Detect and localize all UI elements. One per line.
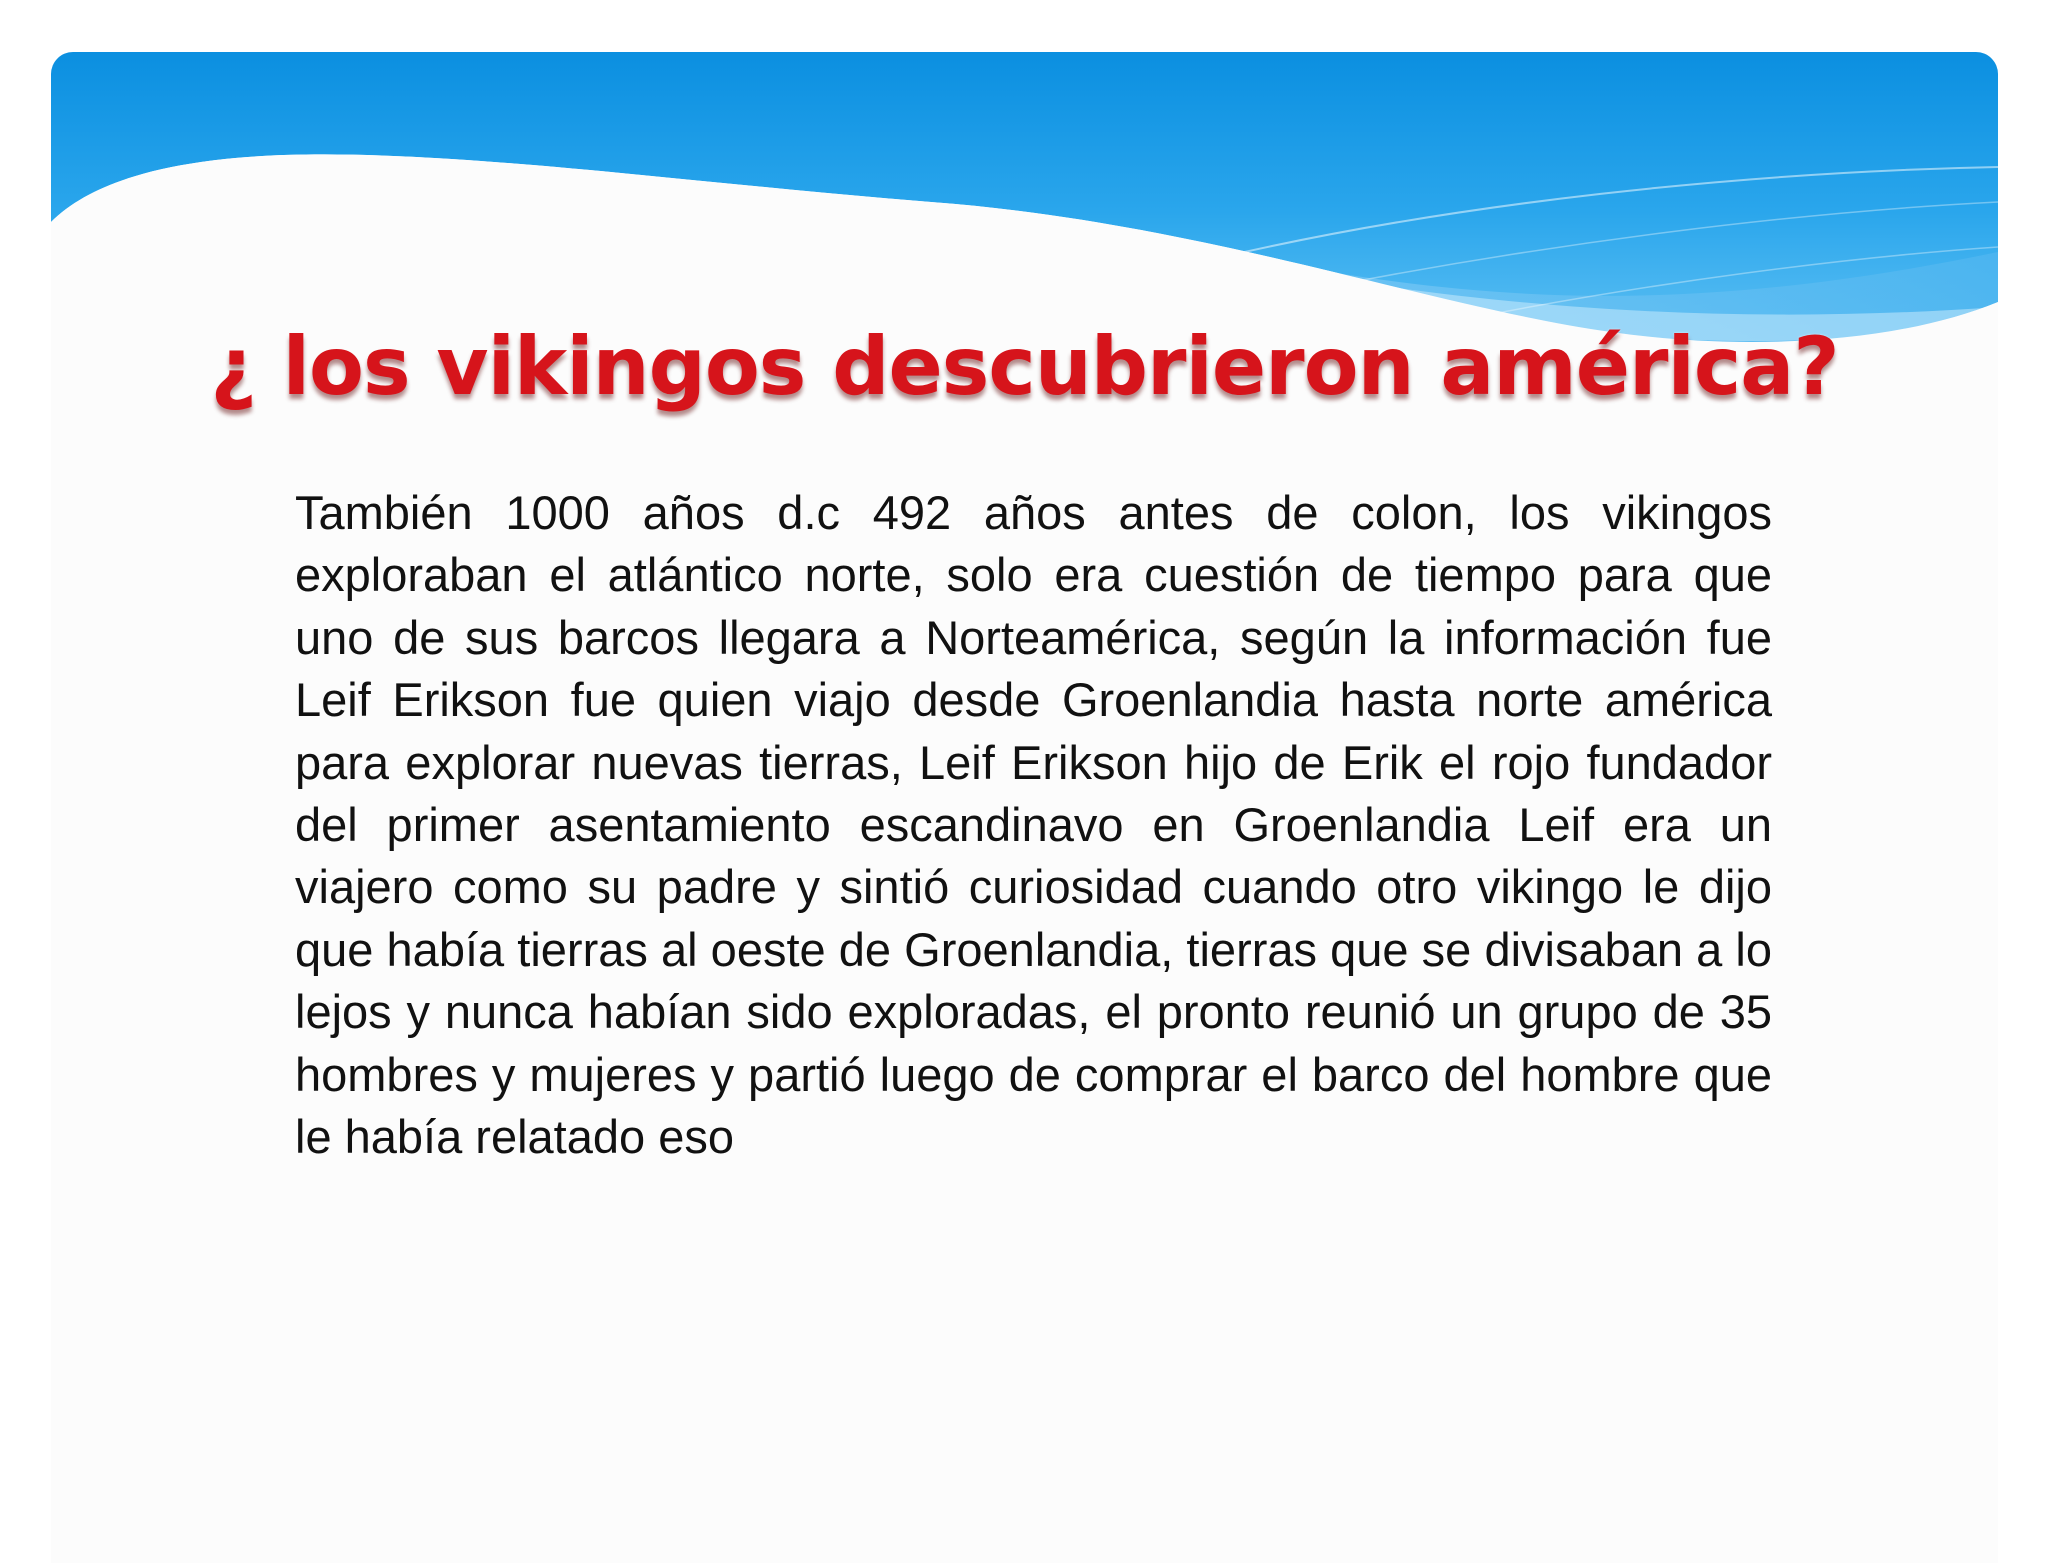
slide [51,52,1998,1563]
slide-body-text: También 1000 años d.c 492 años antes de colon, los vikingos exploraban el atlántico norte, solo era cuestión de tiempo para que uno de sus barcos llegara a Norteamérica, según la información fue Leif Erikson fue quien viajo desde Groenlandia hasta norte américa para explorar nuevas tierras, Leif Erikson hijo de Erik el rojo fundador del primer asentamiento escandinavo en Groenlandia Leif era un viajero como su padre y sintió curiosidad cuando otro vikingo le dijo que había tierras al oeste de Groenlandia, tierras que se divisaban a lo lejos y nunca habían sido exploradas, el pronto reunió un grupo de 35 hombres y mujeres y partió luego de comprar el barco del hombre que le había relatado eso [295,486,1772,1164]
slide-title: ¿ los vikingos descubrieron américa? [210,320,1839,413]
